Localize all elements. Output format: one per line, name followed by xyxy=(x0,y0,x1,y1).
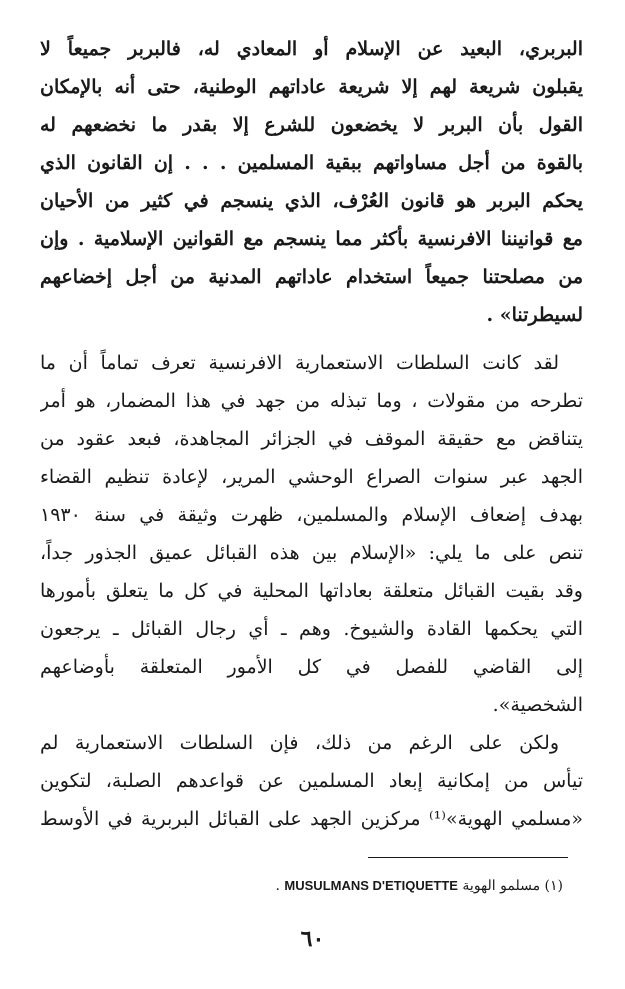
footnote xyxy=(276,878,563,894)
text-line: لقد كانت السلطات الاستعمارية الافرنسية تعرف تماماً أن ما xyxy=(40,352,559,374)
text-line: إلى القاضي للفصل في كل الأمور المتعلقة بأوضاعهم xyxy=(40,656,583,678)
text-line: يتناقض مع حقيقة الموقف في الجزائر المجاهدة، فبعد عقود من xyxy=(40,428,583,450)
paragraph-colonial-authorities xyxy=(40,344,583,724)
footnote-divider xyxy=(368,857,568,858)
text-line: الشخصية». xyxy=(492,694,583,716)
text-line: وقد بقيت القبائل متعلقة بعاداتها المحلية في كل ما يتعلق بأمورها xyxy=(40,580,583,602)
paragraph-quote-end xyxy=(40,30,583,334)
text-line: التي يحكمها القادة والشيوخ. وهم ـ أي رجال القبائل ـ يرجعون xyxy=(40,618,583,640)
page-number: ٦٠ xyxy=(300,926,325,952)
footnote-trailing-period: . xyxy=(275,878,280,894)
footnote-french-term: MUSULMANS D'ETIQUETTE xyxy=(284,878,458,893)
text-line: البربري، البعيد عن الإسلام أو المعادي له، فالبربر جميعاً لا xyxy=(40,38,583,60)
text-line: القول بأن البربر لا يخضعون للشرع إلا بقدر ما نخضعهم له xyxy=(40,114,583,136)
footnote-arabic-term: مسلمو الهوية xyxy=(462,878,541,894)
text-line: ولكن على الرغم من ذلك، فإن السلطات الاستعمارية لم xyxy=(40,732,559,754)
text-line: تيأس من إمكانية إبعاد المسلمين عن قواعدهم الصلبة، لتكوين xyxy=(40,770,583,792)
text-line: لسيطرتنا» . xyxy=(486,304,583,326)
text-line: مع قوانيننا الافرنسية بأكثر مما ينسجم مع القوانين الإسلامية . وإن xyxy=(40,228,583,250)
text-line: يحكم البربر هو قانون العُرْف، الذي ينسجم في كثير من الأحيان xyxy=(40,190,583,212)
text-line: الجهد عبر سنوات الصراع الوحشي المرير، لإعادة تنظيم القضاء xyxy=(40,466,583,488)
text-line: من مصلحتنا جميعاً استخدام عاداتهم المدنية من أجل إخضاعهم xyxy=(40,266,583,288)
text-line: بهدف إضعاف الإسلام والمسلمين، ظهرت وثيقة في سنة ١٩٣٠ xyxy=(40,504,583,526)
paragraph-despite-that xyxy=(40,724,583,838)
footnote-marker: (١) xyxy=(544,878,563,894)
text-line: يقبلون شريعة لهم إلا شريعة عاداتهم الوطنية، حتى أنه بالإمكان xyxy=(40,76,583,98)
text-line: بالقوة من أجل مساواتهم ببقية المسلمين . . . إن القانون الذي xyxy=(40,152,583,174)
text-line: «مسلمي الهوية»⁽¹⁾ مركزين الجهد على القبائل البربرية في الأوسط xyxy=(40,808,583,830)
text-line: تنص على ما يلي: «الإسلام بين هذه القبائل عميق الجذور جداً، xyxy=(40,542,583,564)
text-line: تطرحه من مقولات ، وما تبذله من جهد في هذا المضمار، هو أمر xyxy=(40,390,583,412)
